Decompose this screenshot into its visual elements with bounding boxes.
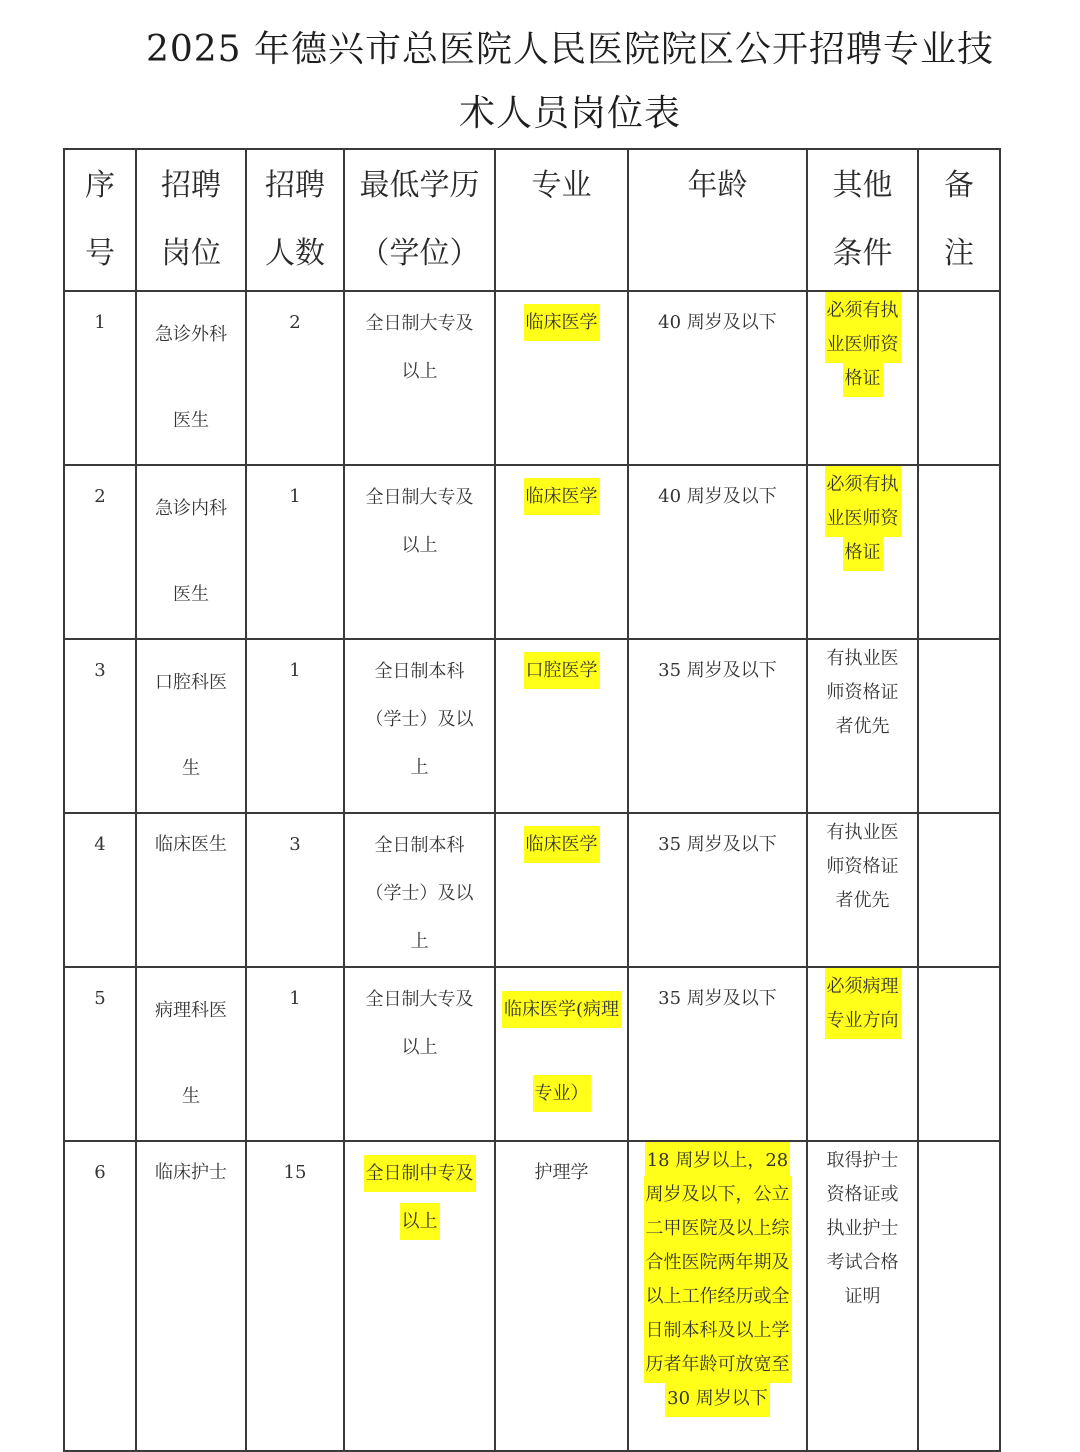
table-row <box>64 465 1000 639</box>
header-education: 最低学历 （学位） <box>344 149 495 291</box>
title-line-1: 2025 年德兴市总医院人民医院院区公开招聘专业技 <box>145 29 995 70</box>
cell-major: 临床医学 <box>495 465 628 639</box>
cell-other: 有执业医师资格证者优先 <box>807 639 918 813</box>
cell-age: 35 周岁及以下 <box>628 639 807 813</box>
cell-post: 临床护士 <box>136 1141 246 1451</box>
cell-count: 1 <box>246 967 344 1141</box>
recruitment-table <box>63 148 1001 1452</box>
table-row <box>64 967 1000 1141</box>
cell-other: 取得护士资格证或执业护士考试合格证明 <box>807 1141 918 1451</box>
table-row <box>64 639 1000 813</box>
title-line-2: 术人员岗位表 <box>458 93 681 134</box>
cell-education: 全日制大专及以上 <box>344 291 495 465</box>
cell-count: 1 <box>246 639 344 813</box>
cell-education: 全日制中专及以上 <box>344 1141 495 1451</box>
cell-count: 1 <box>246 465 344 639</box>
cell-remark <box>918 291 1000 465</box>
cell-age: 18 周岁以上，28 周岁及以下，公立二甲医院及以上综合性医院两年期及以上工作经历或全日制本科及以上学历者年龄可放宽至 30 周岁以下 <box>628 1141 807 1451</box>
cell-no: 3 <box>64 639 136 813</box>
cell-age: 35 周岁及以下 <box>628 967 807 1141</box>
header-major: 专业 <box>495 149 628 291</box>
document-title <box>60 18 1080 146</box>
cell-major: 临床医学(病理专业） <box>495 967 628 1141</box>
cell-education: 全日制本科（学士）及以上 <box>344 639 495 813</box>
cell-post: 病理科医生 <box>136 967 246 1141</box>
cell-remark <box>918 1141 1000 1451</box>
cell-no: 5 <box>64 967 136 1141</box>
cell-major: 临床医学 <box>495 291 628 465</box>
cell-remark <box>918 813 1000 967</box>
cell-other: 必须病理专业方向 <box>807 967 918 1141</box>
cell-education: 全日制本科（学士）及以上 <box>344 813 495 967</box>
header-age: 年龄 <box>628 149 807 291</box>
cell-major: 临床医学 <box>495 813 628 967</box>
table-row <box>64 813 1000 967</box>
cell-count: 2 <box>246 291 344 465</box>
cell-post: 临床医生 <box>136 813 246 967</box>
cell-major: 口腔医学 <box>495 639 628 813</box>
cell-education: 全日制大专及以上 <box>344 967 495 1141</box>
cell-count: 15 <box>246 1141 344 1451</box>
cell-other: 有执业医师资格证者优先 <box>807 813 918 967</box>
cell-other: 必须有执业医师资格证 <box>807 465 918 639</box>
cell-no: 1 <box>64 291 136 465</box>
cell-age: 35 周岁及以下 <box>628 813 807 967</box>
header-other: 其他 条件 <box>807 149 918 291</box>
cell-other: 必须有执业医师资格证 <box>807 291 918 465</box>
table-row <box>64 291 1000 465</box>
cell-age: 40 周岁及以下 <box>628 465 807 639</box>
cell-no: 2 <box>64 465 136 639</box>
cell-post: 急诊内科医生 <box>136 465 246 639</box>
header-no: 序 号 <box>64 149 136 291</box>
cell-major: 护理学 <box>495 1141 628 1451</box>
cell-no: 6 <box>64 1141 136 1451</box>
cell-remark <box>918 465 1000 639</box>
header-post: 招聘 岗位 <box>136 149 246 291</box>
cell-education: 全日制大专及以上 <box>344 465 495 639</box>
cell-no: 4 <box>64 813 136 967</box>
cell-post: 急诊外科医生 <box>136 291 246 465</box>
table-row <box>64 1141 1000 1451</box>
header-count: 招聘 人数 <box>246 149 344 291</box>
cell-remark <box>918 967 1000 1141</box>
cell-remark <box>918 639 1000 813</box>
cell-post: 口腔科医生 <box>136 639 246 813</box>
header-row <box>64 149 1000 291</box>
cell-age: 40 周岁及以下 <box>628 291 807 465</box>
cell-count: 3 <box>246 813 344 967</box>
header-remark: 备 注 <box>918 149 1000 291</box>
